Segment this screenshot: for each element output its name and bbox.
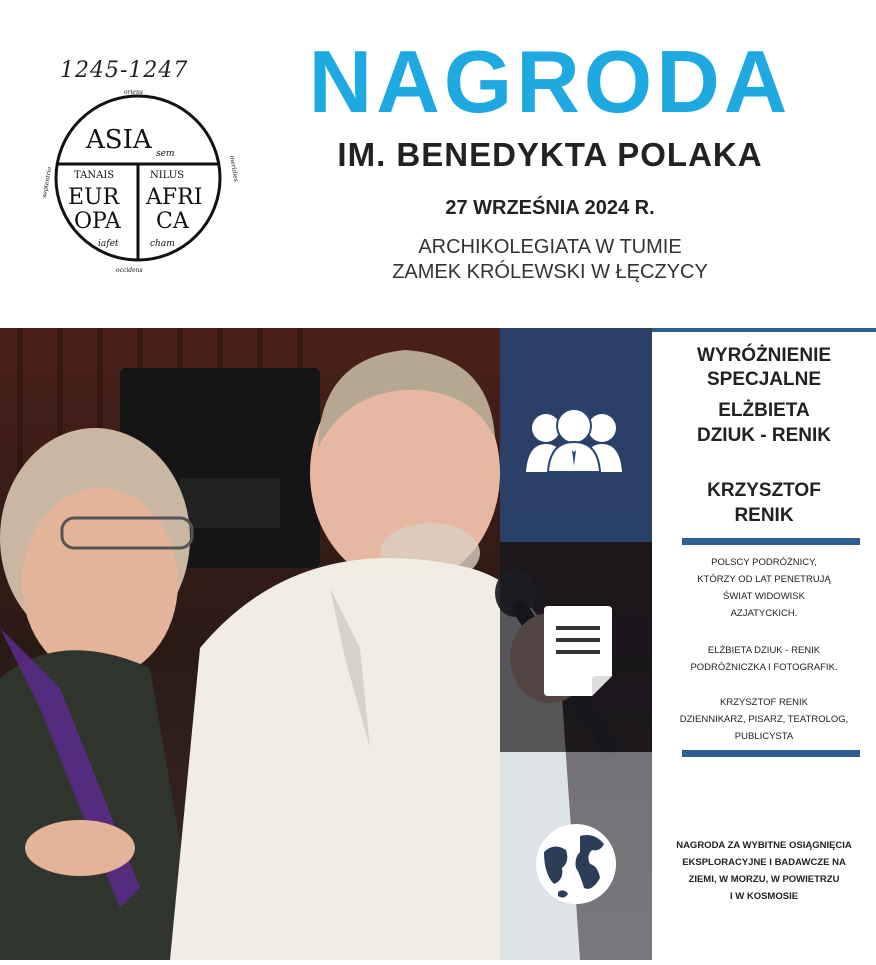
header [0,0,876,328]
description-block-1 [652,554,876,622]
divider-bar-bottom [682,750,860,757]
laureate-name-2 [652,478,876,528]
map-label-meridies: meridies [228,155,240,183]
map-label-sem: sem [156,149,175,159]
desc1-line: AZJATYCKICH. [730,608,798,619]
venue-line-2: ZAMEK KRÓLEWSKI W ŁĘCZYCY [392,261,708,283]
map-label-septentrio: septentrio [41,166,54,199]
people-group-icon [524,406,624,472]
laureate-1-line-2: DZIUK - RENIK [696,425,832,446]
event-venue [270,235,830,285]
map-label-nilus: NILUS [150,170,185,181]
award-line: I W KOSMOSIE [729,891,799,902]
description-block-3 [652,694,876,745]
page-subtitle: IM. BENEDYKTA POLAKA [337,136,763,173]
award-panel [652,328,876,960]
desc2-line: PODRÓŻNICZKA I FOTOGRAFIK. [690,662,838,673]
laureate-1-line-1: ELŻBIETA [718,400,810,421]
laureate-2-line-2: RENIK [734,505,794,526]
page-title: NAGRODA [308,32,792,131]
description-block-2 [652,642,876,676]
map-label-cham: cham [150,239,175,249]
award-line: ZIEMI, W MORZU, W POWIETRZU [688,874,840,885]
globe-icon [534,822,618,906]
document-icon [540,606,616,698]
map-label-europa-2: OPA [74,209,121,234]
award-heading-line-2: SPECJALNE [706,369,822,390]
t-o-map-logo [38,86,238,276]
map-label-iafet: iafet [98,239,119,249]
map-label-europa-1: EUR [68,185,120,210]
map-label-africa-2: CA [156,209,189,234]
award-description [652,837,876,905]
desc3-line: PUBLICYSTA [734,731,794,742]
map-label-asia: ASIA [86,125,152,155]
event-date: 27 WRZEŚNIA 2024 R. [445,197,655,219]
laureate-2-line-1: KRZYSZTOF [707,480,821,501]
award-line: NAGRODA ZA WYBITNE OSIĄGNIĘCIA [676,840,852,851]
award-line: EKSPLORACYJNE I BADAWCZE NA [682,857,846,868]
award-heading-line-1: WYRÓŻNIENIE [696,345,832,366]
divider-bar-top [682,538,860,545]
years-text: 1245-1247 [60,58,189,83]
desc3-line: DZIENNIKARZ, PISARZ, TEATROLOG, [679,714,849,725]
map-label-occidens: occidens [116,267,143,274]
award-heading [652,344,876,392]
map-label-tanais: TANAIS [74,170,115,181]
desc1-line: POLSCY PODRÓŻNICY, [711,557,817,568]
desc1-line: KTÓRZY OD LAT PENETRUJĄ [697,574,831,585]
icon-strip [500,328,652,960]
venue-line-1: ARCHIKOLEGIATA W TUMIE [418,236,682,258]
desc3-line: KRZYSZTOF RENIK [720,697,808,708]
desc2-line: ELŻBIETA DZIUK - RENIK [707,645,821,656]
map-label-oriens: oriens [124,89,143,96]
map-label-africa-1: AFRI [146,185,203,210]
laureate-name-1 [652,398,876,448]
desc1-line: ŚWIAT WIDOWISK [723,591,805,602]
